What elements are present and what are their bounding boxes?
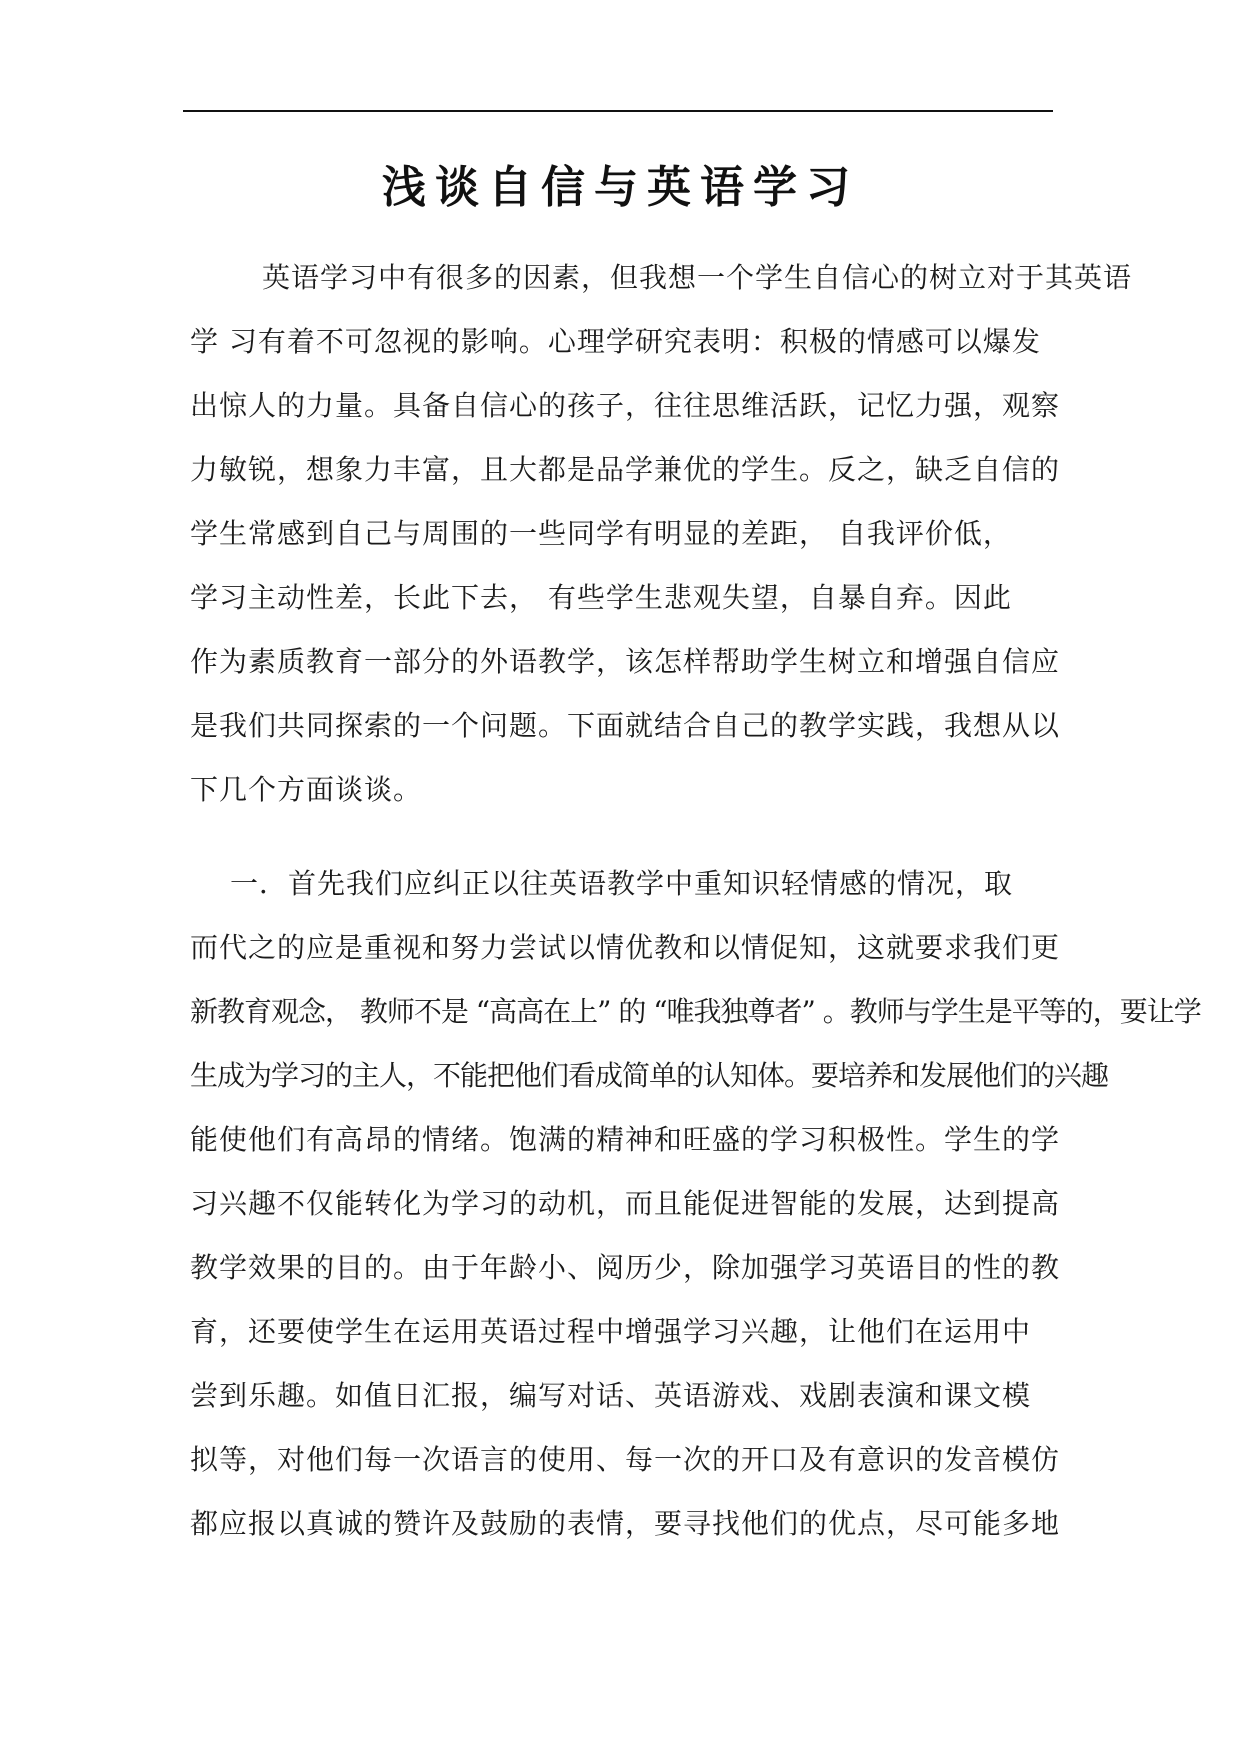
header-rule [183, 110, 1053, 112]
text-line: 是我们共同探索的一个问题。下面就结合自己的教学实践，我想从以 [190, 709, 1061, 742]
text-line: 而代之的应是重视和努力尝试以情优教和以情促知，这就要求我们更 [190, 931, 1061, 964]
text-line: 学生常感到自己与周围的一些同学有明显的差距， 自我评价低， [190, 517, 1012, 550]
text-line: 新教育观念， 教师不是 “高高在上” 的 “唯我独尊者” 。教师与学生是平等的，要让学 [190, 995, 1201, 1028]
text-line: 生成为学习的主人，不能把他们看成简单的认知体。要培养和发展他们的兴趣 [190, 1059, 1109, 1092]
text-line: 育，还要使学生在运用英语过程中增强学习兴趣，让他们在运用中 [190, 1315, 1032, 1348]
text-line: 英语学习中有很多的因素，但我想一个学生自信心的树立对于其英语 [262, 261, 1133, 294]
text-line: 习兴趣不仅能转化为学习的动机，而且能促进智能的发展，达到提高 [190, 1187, 1061, 1220]
document-title: 浅谈自信与英语学习 [382, 162, 859, 213]
text-line: 教学效果的目的。由于年龄小、阅历少，除加强学习英语目的性的教 [190, 1251, 1061, 1284]
text-line: 都应报以真诚的赞许及鼓励的表情，要寻找他们的优点，尽可能多地 [190, 1507, 1061, 1540]
text-line: 学习主动性差，长此下去， 有些学生悲观失望，自暴自弃。因此 [190, 581, 1012, 614]
text-line: 作为素质教育一部分的外语教学，该怎样帮助学生树立和增强自信应 [190, 645, 1061, 678]
text-line: 力敏锐，想象力丰富，且大都是品学兼优的学生。反之，缺乏自信的 [190, 453, 1061, 486]
text-line: 一．首先我们应纠正以往英语教学中重知识轻情感的情况，取 [230, 867, 1014, 900]
text-line: 学 习有着不可忽视的影响。心理学研究表明：积极的情感可以爆发 [190, 325, 1041, 358]
text-line: 尝到乐趣。如值日汇报，编写对话、英语游戏、戏剧表演和课文模 [190, 1379, 1032, 1412]
text-line: 拟等，对他们每一次语言的使用、每一次的开口及有意识的发音模仿 [190, 1443, 1061, 1476]
text-line: 下几个方面谈谈。 [190, 773, 423, 806]
text-line: 出惊人的力量。具备自信心的孩子，往往思维活跃，记忆力强，观察 [190, 389, 1061, 422]
text-line: 能使他们有高昂的情绪。饱满的精神和旺盛的学习积极性。学生的学 [190, 1123, 1061, 1156]
